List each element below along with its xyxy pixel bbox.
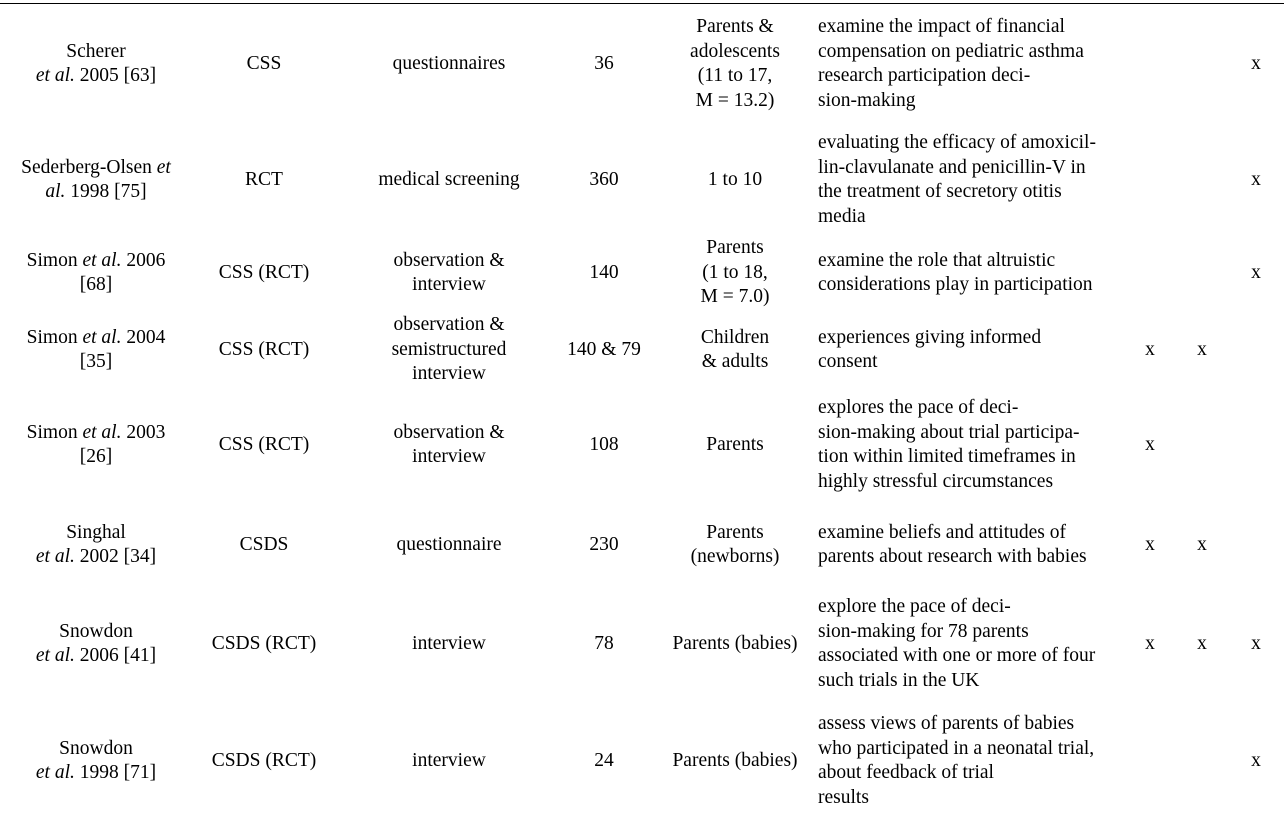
- method-cell: interview: [412, 749, 486, 771]
- table-row: [0, 508, 1284, 582]
- table-row: [0, 590, 1284, 698]
- table-row: [0, 310, 1284, 390]
- aim-cell: assess views of parents of babies who participated in a neonatal trial, about feedback of trial results: [818, 713, 1095, 808]
- method-cell: observation & semistructured interview: [391, 314, 507, 385]
- mark-cell-2: x: [1197, 338, 1207, 360]
- study-cell: Simon et al. 2006 [68]: [26, 249, 166, 295]
- method-cell: observation & interview: [393, 249, 505, 295]
- design-cell: CSS (RCT): [218, 433, 310, 455]
- design-cell: CSDS: [239, 533, 289, 555]
- study-cell: Singhal et al. 2002 [34]: [35, 521, 157, 567]
- study-cell: Snowdon et al. 2006 [41]: [35, 620, 157, 666]
- participants-cell: Parents (babies): [672, 632, 798, 654]
- design-cell: CSS: [246, 52, 282, 74]
- study-cell: Simon et al. 2003 [26]: [26, 421, 166, 467]
- participants-cell: Children & adults: [700, 326, 770, 372]
- method-cell: questionnaires: [392, 52, 506, 74]
- participants-cell: Parents & adolescents (11 to 17, M = 13.2): [690, 16, 780, 111]
- sample-size-cell: 36: [594, 52, 614, 74]
- aim-cell: explores the pace of deci- sion-making about trial participa- tion within limited timeframes in highly stressful circumstances: [818, 397, 1080, 492]
- aim-cell: explore the pace of deci- sion-making for 78 parents associated with one or more of four such trials in the UK: [818, 596, 1096, 691]
- method-cell: interview: [412, 632, 486, 654]
- aim-cell: examine beliefs and attitudes of parents about research with babies: [818, 521, 1087, 567]
- method-cell: medical screening: [378, 168, 520, 190]
- mark-cell-1: [1130, 12, 1170, 116]
- mark-cell-2: x: [1197, 533, 1207, 555]
- mark-cell-3: x: [1251, 632, 1261, 654]
- mark-cell-3: [1234, 310, 1278, 390]
- study-cell: Simon et al. 2004 [35]: [26, 326, 166, 372]
- mark-cell-1: [1130, 128, 1170, 232]
- sample-size-cell: 140: [589, 261, 619, 283]
- sample-size-cell: 108: [589, 433, 619, 455]
- participants-cell: 1 to 10: [707, 168, 763, 190]
- mark-cell-2: x: [1197, 632, 1207, 654]
- aim-cell: evaluating the efficacy of amoxicil- lin-clavulanate and penicillin-V in the treatment of secretory otitis media: [818, 132, 1096, 227]
- participants-cell: Parents (1 to 18, M = 7.0): [700, 237, 770, 308]
- sample-size-cell: 24: [594, 749, 614, 771]
- design-cell: CSS (RCT): [218, 261, 310, 283]
- participants-cell: Parents: [706, 433, 764, 455]
- mark-cell-1: x: [1145, 533, 1155, 555]
- sample-size-cell: 230: [589, 533, 619, 555]
- method-cell: observation & interview: [393, 421, 505, 467]
- table-row: [0, 128, 1284, 232]
- mark-cell-2: [1180, 12, 1224, 116]
- aim-cell: examine the impact of financial compensation on pediatric asthma research participation deci- sion-making: [818, 16, 1084, 111]
- mark-cell-1: x: [1145, 433, 1155, 455]
- sample-size-cell: 140 & 79: [567, 338, 641, 360]
- mark-cell-2: [1180, 128, 1224, 232]
- mark-cell-3: [1234, 508, 1278, 582]
- participants-cell: Parents (newborns): [690, 521, 780, 567]
- top-rule: [0, 3, 1284, 4]
- sample-size-cell: 360: [589, 168, 619, 190]
- mark-cell-2: [1180, 236, 1224, 310]
- study-cell: Snowdon et al. 1998 [71]: [35, 737, 157, 783]
- sample-size-cell: 78: [594, 632, 614, 654]
- mark-cell-2: [1180, 394, 1224, 496]
- aim-cell: experiences giving informed consent: [818, 326, 1042, 372]
- table-row: [0, 12, 1284, 116]
- aim-cell: examine the role that altruistic considerations play in participation: [818, 249, 1093, 295]
- mark-cell-3: x: [1251, 749, 1261, 771]
- mark-cell-1: [1130, 236, 1170, 310]
- table-row: [0, 706, 1284, 816]
- design-cell: CSDS (RCT): [211, 632, 317, 654]
- mark-cell-3: [1234, 394, 1278, 496]
- mark-cell-2: [1180, 706, 1224, 816]
- mark-cell-3: x: [1251, 52, 1261, 74]
- mark-cell-1: x: [1145, 338, 1155, 360]
- table-row: [0, 236, 1284, 310]
- mark-cell-3: x: [1251, 168, 1261, 190]
- table-row: [0, 394, 1284, 496]
- mark-cell-1: x: [1145, 632, 1155, 654]
- mark-cell-3: x: [1251, 261, 1261, 283]
- design-cell: CSS (RCT): [218, 338, 310, 360]
- study-cell: Scherer et al. 2005 [63]: [35, 40, 157, 86]
- design-cell: CSDS (RCT): [211, 749, 317, 771]
- mark-cell-1: [1130, 706, 1170, 816]
- participants-cell: Parents (babies): [672, 749, 798, 771]
- study-cell: Sederberg-Olsen et al. 1998 [75]: [21, 156, 171, 202]
- method-cell: questionnaire: [396, 533, 502, 555]
- design-cell: RCT: [245, 168, 283, 190]
